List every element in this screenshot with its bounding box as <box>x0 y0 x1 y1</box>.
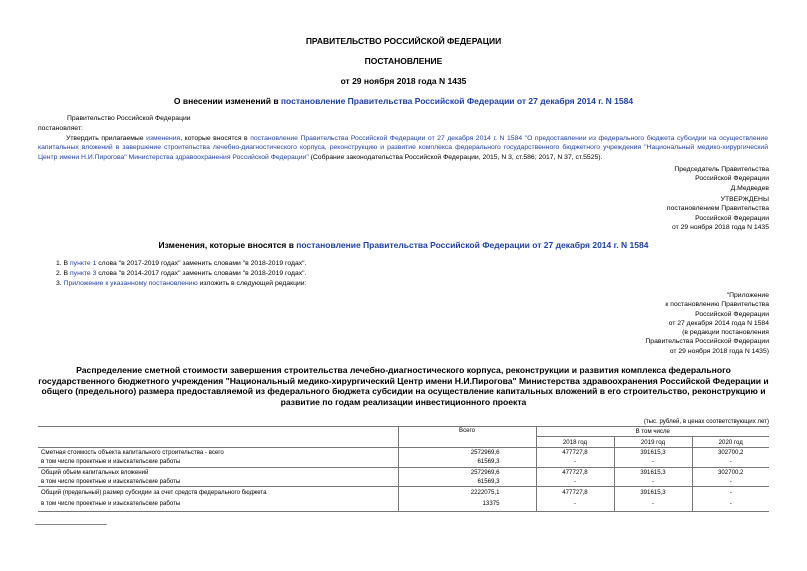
header-year-2019: 2019 год <box>614 437 692 447</box>
signature-block <box>469 165 769 193</box>
change-item-3-start: 3. <box>56 280 64 287</box>
row-2019: - <box>614 457 692 467</box>
row-total: 61569,3 <box>398 477 536 487</box>
header-incl: В том числе <box>536 427 769 437</box>
row-2018: 477727,8 <box>536 487 614 497</box>
approved-label: УТВЕРЖДЕНЫ <box>720 196 769 203</box>
row-2018: - <box>536 497 614 512</box>
signature-country: Российской Федерации <box>695 175 769 183</box>
intro-line-2: постановляет: <box>38 125 83 132</box>
table-row <box>38 457 769 467</box>
appendix-l3: Российской Федерации <box>695 310 769 318</box>
row-total: 2572969,6 <box>398 467 536 477</box>
header-total: Всего <box>398 427 536 448</box>
row-label: Сметная стоимость объекта капитального строительства - всего <box>38 447 398 457</box>
appendix-l6: Правительства Российской Федерации <box>645 338 769 346</box>
units-note: (тыс. рублей, в ценах соответствующих лет) <box>643 418 769 425</box>
row-2018: - <box>536 477 614 487</box>
row-2020: - <box>692 477 769 487</box>
row-2020: - <box>692 457 769 467</box>
row-total: 61569,3 <box>398 457 536 467</box>
decree-1584-link[interactable]: постановление Правительства Российской Федерации от 27 декабря 2014 г. N 1584 "О предоставлении из федерального бюджета субсидии на осуществление капитальных вложений в завершение строительства лечебно-диагностического корпуса, реконструкцию и развитие комплекса федерального государственного бюджетного учреждения "Национальный медико-хирургический Центр имени Н.И.Пирогова" Министерства здравоохранения Российской Федерации" <box>38 135 768 161</box>
appendix-l2: к постановлению Правительства <box>665 301 769 309</box>
approved-country: Российской Федерации <box>695 214 769 222</box>
table-row <box>38 477 769 487</box>
row-label: в том числе проектные и изыскательские работы <box>41 458 181 466</box>
row-2019: 391615,3 <box>614 467 692 477</box>
change-item-2-end: слова "в 2014-2017 годах" заменить словами "в 2018-2019 годах". <box>96 270 307 277</box>
decree-heading: ПОСТАНОВЛЕНИЕ <box>364 56 443 66</box>
change-item-1-start: 1. В <box>56 260 70 267</box>
appendix-l4: от 27 декабря 2014 года N 1584 <box>668 319 769 327</box>
point-1-link[interactable]: пункте 1 <box>69 260 97 267</box>
row-2018: - <box>536 457 614 467</box>
header-year-2018: 2018 год <box>536 437 614 447</box>
intro-text-mid: , которые вносятся в <box>180 135 251 142</box>
row-2019: - <box>614 477 692 487</box>
change-item-3-end: изложить в следующей редакции: <box>197 280 307 287</box>
changes-link[interactable]: изменения <box>146 135 181 142</box>
row-2020: 302700,2 <box>692 447 769 457</box>
appendix-block <box>469 291 769 356</box>
change-item-1-end: слова "в 2017-2019 годах" заменить словами "в 2018-2019 годах". <box>96 260 307 267</box>
row-2020: 302700,2 <box>692 467 769 477</box>
row-label: в том числе проектные и изыскательские работы <box>38 497 398 512</box>
change-item-1 <box>56 259 306 268</box>
footnote-divider <box>35 524 107 525</box>
appendix-l1: "Приложение <box>726 292 769 299</box>
decree-title <box>0 96 807 106</box>
row-total: 2222075,1 <box>398 487 536 497</box>
change-item-3 <box>56 279 307 288</box>
row-label: в том числе проектные и изыскательские работы <box>41 478 181 486</box>
row-total: 13375 <box>398 497 536 512</box>
decree-title-link[interactable]: постановление Правительства Российской Федерации от 27 декабря 2014 г. N 1584 <box>280 96 634 106</box>
table-row <box>38 487 769 497</box>
changes-title <box>0 240 807 250</box>
row-2019: 391615,3 <box>614 447 692 457</box>
row-2018: 477727,8 <box>536 467 614 477</box>
decree-date: от 29 ноября 2018 года N 1435 <box>340 76 467 86</box>
row-2020: - <box>692 487 769 497</box>
government-heading: ПРАВИТЕЛЬСТВО РОССИЙСКОЙ ФЕДЕРАЦИИ <box>305 36 502 46</box>
row-label: Общий (предельный) размер субсидии за счет средств федерального бюджета <box>38 487 398 497</box>
signature-name: Д.Медведев <box>730 184 769 192</box>
header-empty-cell-2 <box>38 437 398 447</box>
row-total: 2572969,6 <box>398 447 536 457</box>
changes-title-link[interactable]: постановление Правительства Российской Федерации от 27 декабря 2014 г. N 1584 <box>296 240 649 250</box>
approved-block <box>469 195 769 232</box>
signature-position: Председатель Правительства <box>674 166 769 173</box>
header-year-2020: 2020 год <box>692 437 769 447</box>
table-row <box>38 497 769 512</box>
table-header-row-1 <box>38 427 769 437</box>
change-item-2-start: 2. В <box>56 270 70 277</box>
table-row <box>38 467 769 477</box>
distribution-title: Распределение сметной стоимости завершения строительства лечебно-диагностического корпуса, реконструкции и развития комплекса федерального государственного бюджетного учреждения "Национальный медико-хирургический Центр имени Н.И.Пирогова" Министерства здравоохранения Российской Федерации и общего (предельного) размера предоставляемой из федерального бюджета субсидии на осуществление капитальных вложений в его строительство, реконструкцию и развитие по годам реализации инвестиционного проекта <box>38 365 769 407</box>
approved-date: от 29 ноября 2018 года N 1435 <box>672 223 769 231</box>
row-2020: - <box>692 497 769 512</box>
appendix-link[interactable]: Приложение к указанному постановлению <box>63 280 198 287</box>
appendix-l7: от 29 ноября 2018 года N 1435) <box>669 347 769 355</box>
intro-paragraph <box>38 134 768 162</box>
appendix-l5: (в редакции постановления <box>682 329 769 337</box>
intro-line-1: Правительство Российской Федерации <box>67 115 191 122</box>
table-row <box>38 447 769 457</box>
row-2019: - <box>614 497 692 512</box>
header-empty-cell <box>38 427 398 437</box>
row-2018: 477727,8 <box>536 447 614 457</box>
change-item-2 <box>56 269 306 278</box>
intro-text-end: (Собрание законодательства Российской Федерации, 2015, N 3, ст.586; 2017, N 37, ст.5525). <box>308 153 603 161</box>
row-label: Общий объем капитальных вложений <box>38 467 398 477</box>
changes-title-prefix: Изменения, которые вносятся в <box>158 240 297 250</box>
point-3-link[interactable]: пункте 3 <box>69 270 97 277</box>
intro-text-start: Утвердить прилагаемые <box>66 135 147 142</box>
distribution-table <box>38 426 769 512</box>
decree-title-prefix: О внесении изменений в <box>173 96 281 106</box>
approved-by: постановлением Правительства <box>666 205 769 213</box>
row-2019: 391615,3 <box>614 487 692 497</box>
